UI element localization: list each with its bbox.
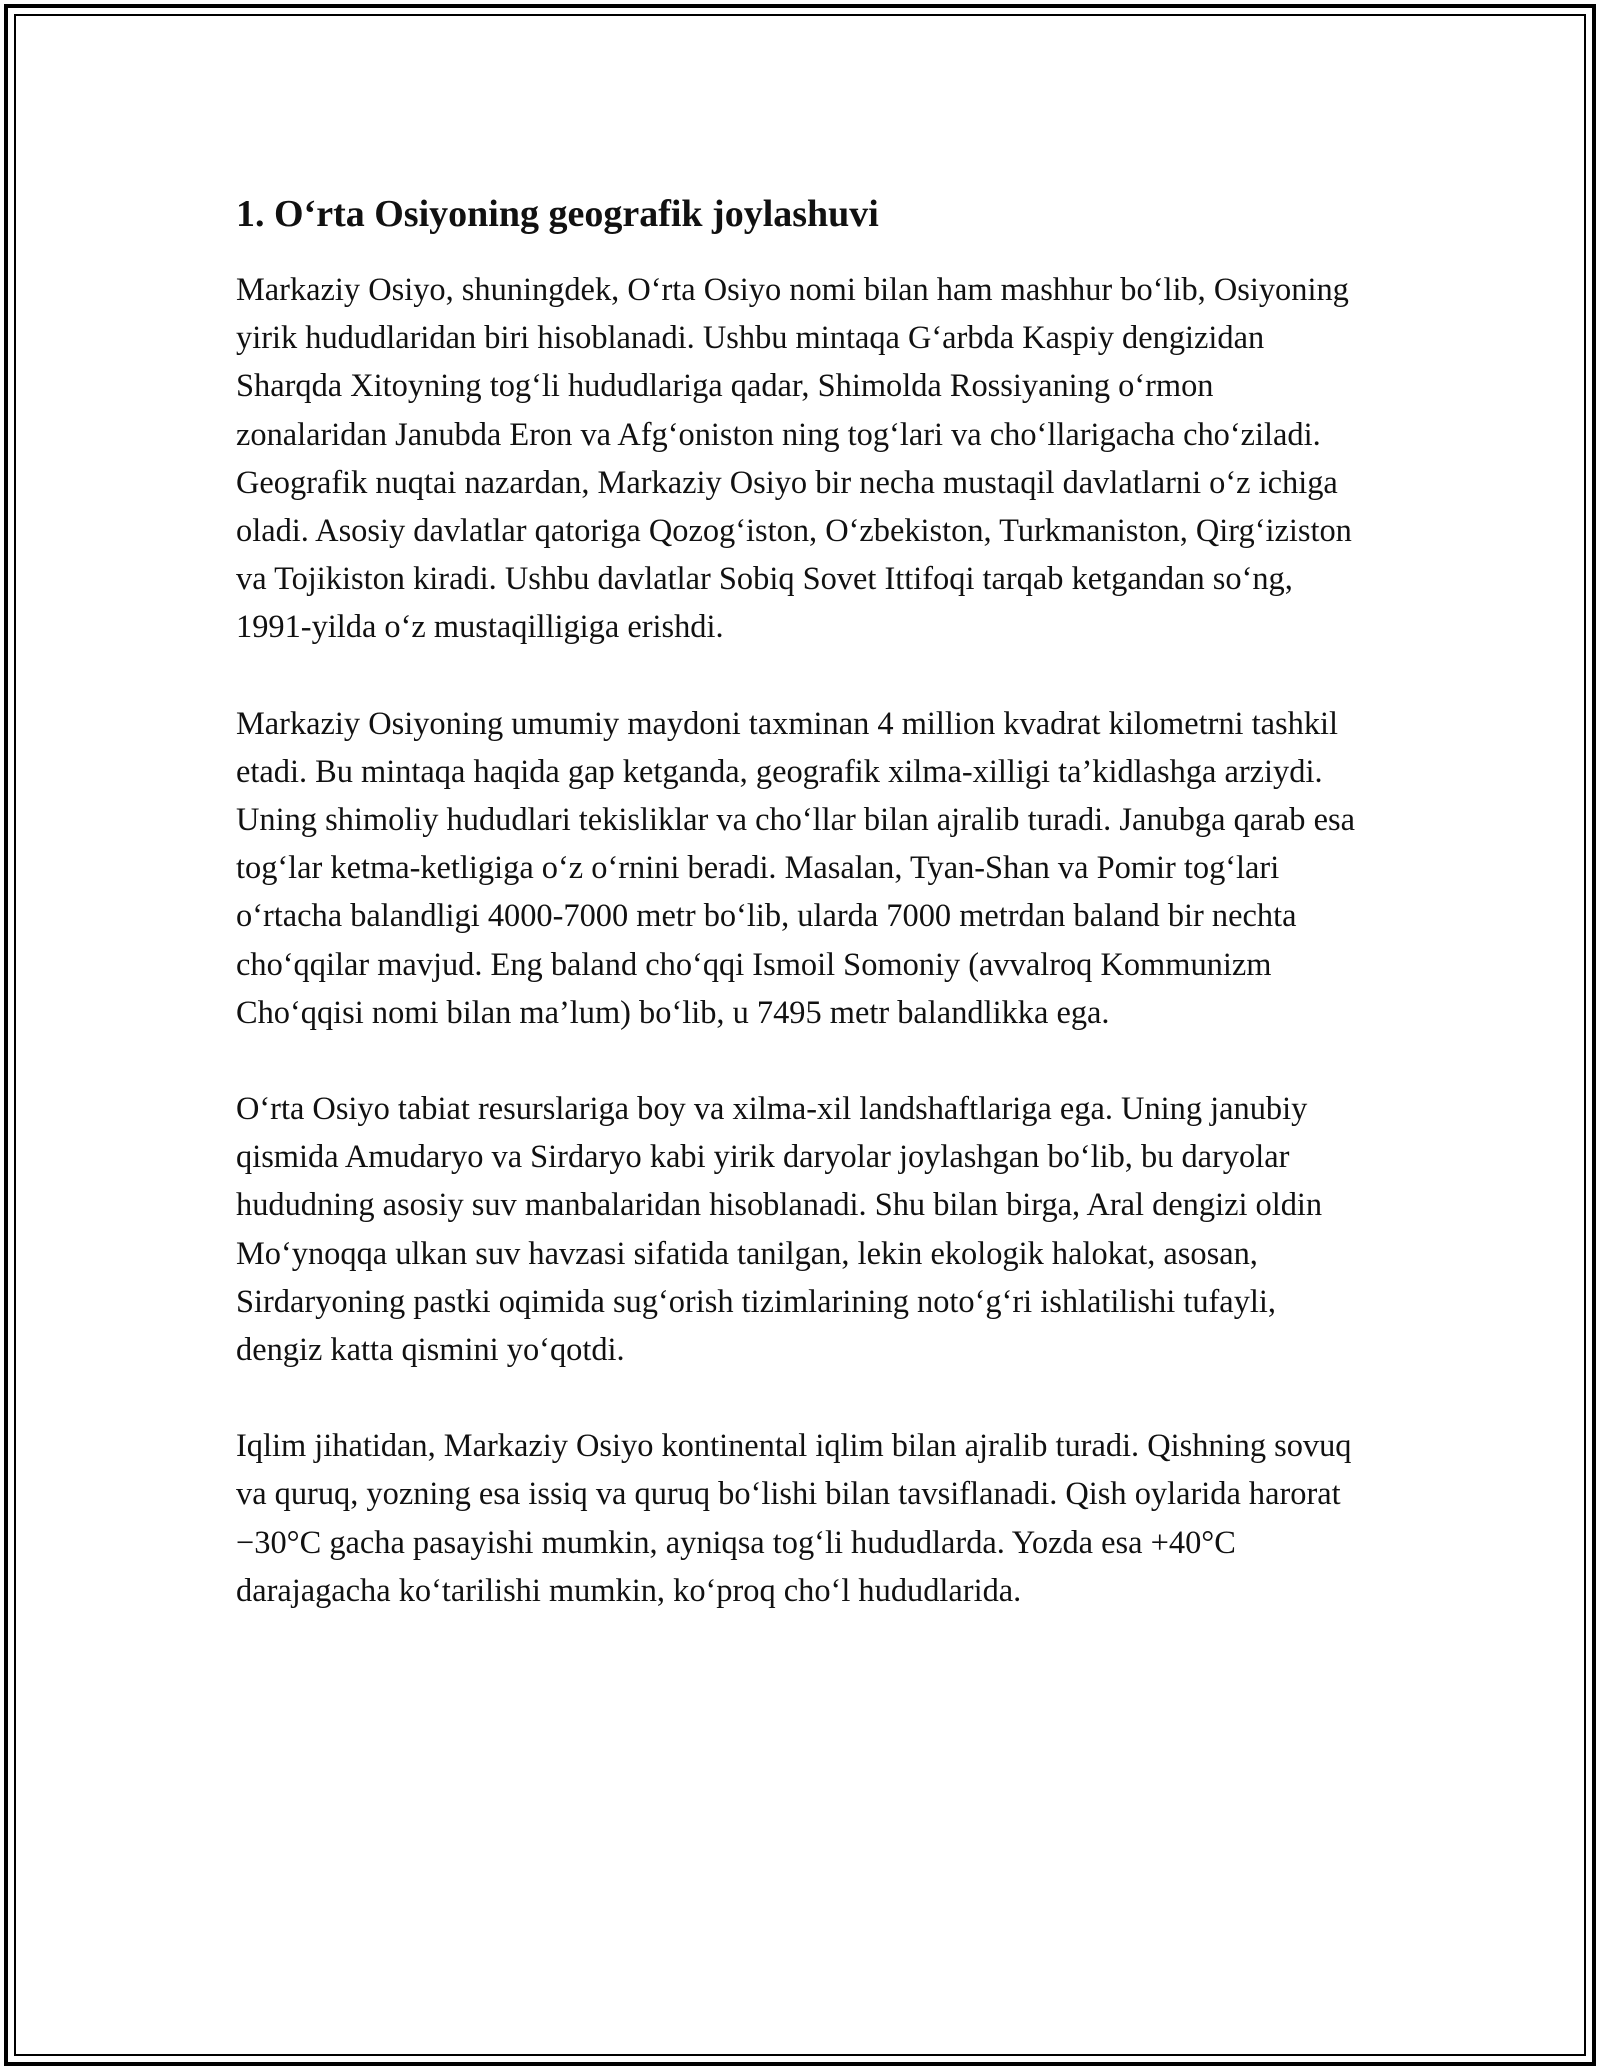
paragraph-climate: Iqlim jihatidan, Markaziy Osiyo kontinental iqlim bilan ajralib turadi. Qishning sovuq va quruq, yozning esa issiq va quruq bo‘lishi bilan tavsiflanadi. Qish oylarida harorat −30°C gacha pasayishi mumkin, ayniqsa tog‘li hududlarda. Yozda esa +40°C darajagacha ko‘tarilishi mumkin, ko‘proq cho‘l hududlarida.: [236, 1428, 1352, 1609]
paragraph-area-relief: Markaziy Osiyoning umumiy maydoni taxminan 4 million kvadrat kilometrni tashkil etadi. Bu mintaqa haqida gap ketganda, geografik xilma-xilligi ta’kidlashga arziydi. Uning shimoliy hududlari tekisliklar va cho‘llar bilan ajralib turadi. Janubga qarab esa tog‘lar ketma-ketligiga o‘z o‘rnini beradi. Masalan, Tyan-Shan va Pomir tog‘lari o‘rtacha balandligi 4000-7000 metr bo‘lib, ularda 7000 metrdan baland bir nechta cho‘qqilar mavjud. Eng baland cho‘qqi Ismoil Somoniy (avvalroq Kommunizm Cho‘qqisi nomi bilan ma’lum) bo‘lib, u 7495 metr balandlikka ega.: [236, 705, 1355, 1031]
section-heading: 1. O‘rta Osiyoning geografik joylashuvi: [236, 193, 879, 235]
paragraph-resources-rivers: O‘rta Osiyo tabiat resurslariga boy va xilma-xil landshaftlariga ega. Uning janubiy qismida Amudaryo va Sirdaryo kabi yirik daryolar joylashgan bo‘lib, bu daryolar hududning asosiy suv manbalaridan hisoblanadi. Shu bilan birga, Aral dengizi oldin Mo‘ynoqqa ulkan suv havzasi sifatida tanilgan, lekin ekologik halokat, asosan, Sirdaryoning pastki oqimida sug‘orish tizimlarining noto‘g‘ri ishlatilishi tufayli, dengiz katta qismini yo‘qotdi.: [236, 1091, 1323, 1369]
document-page: [236, 188, 1366, 1663]
paragraph-location: Markaziy Osiyo, shuningdek, O‘rta Osiyo nomi bilan ham mashhur bo‘lib, Osiyoning yirik hududlaridan biri hisoblanadi. Ushbu mintaqa G‘arbda Kaspiy dengizidan Sharqda Xitoyning tog‘li hududlariga qadar, Shimolda Rossiyaning o‘rmon zonalaridan Janubda Eron va Afg‘oniston ning tog‘lari va cho‘llarigacha cho‘ziladi. Geografik nuqtai nazardan, Markaziy Osiyo bir necha mustaqil davlatlarni o‘z ichiga oladi. Asosiy davlatlar qatoriga Qozog‘iston, O‘zbekiston, Turkmaniston, Qirg‘iziston va Tojikiston kiradi. Ushbu davlatlar Sobiq Sovet Ittifoqi tarqab ketgandan so‘ng, 1991-yilda o‘z mustaqilligiga erishdi.: [236, 272, 1352, 646]
